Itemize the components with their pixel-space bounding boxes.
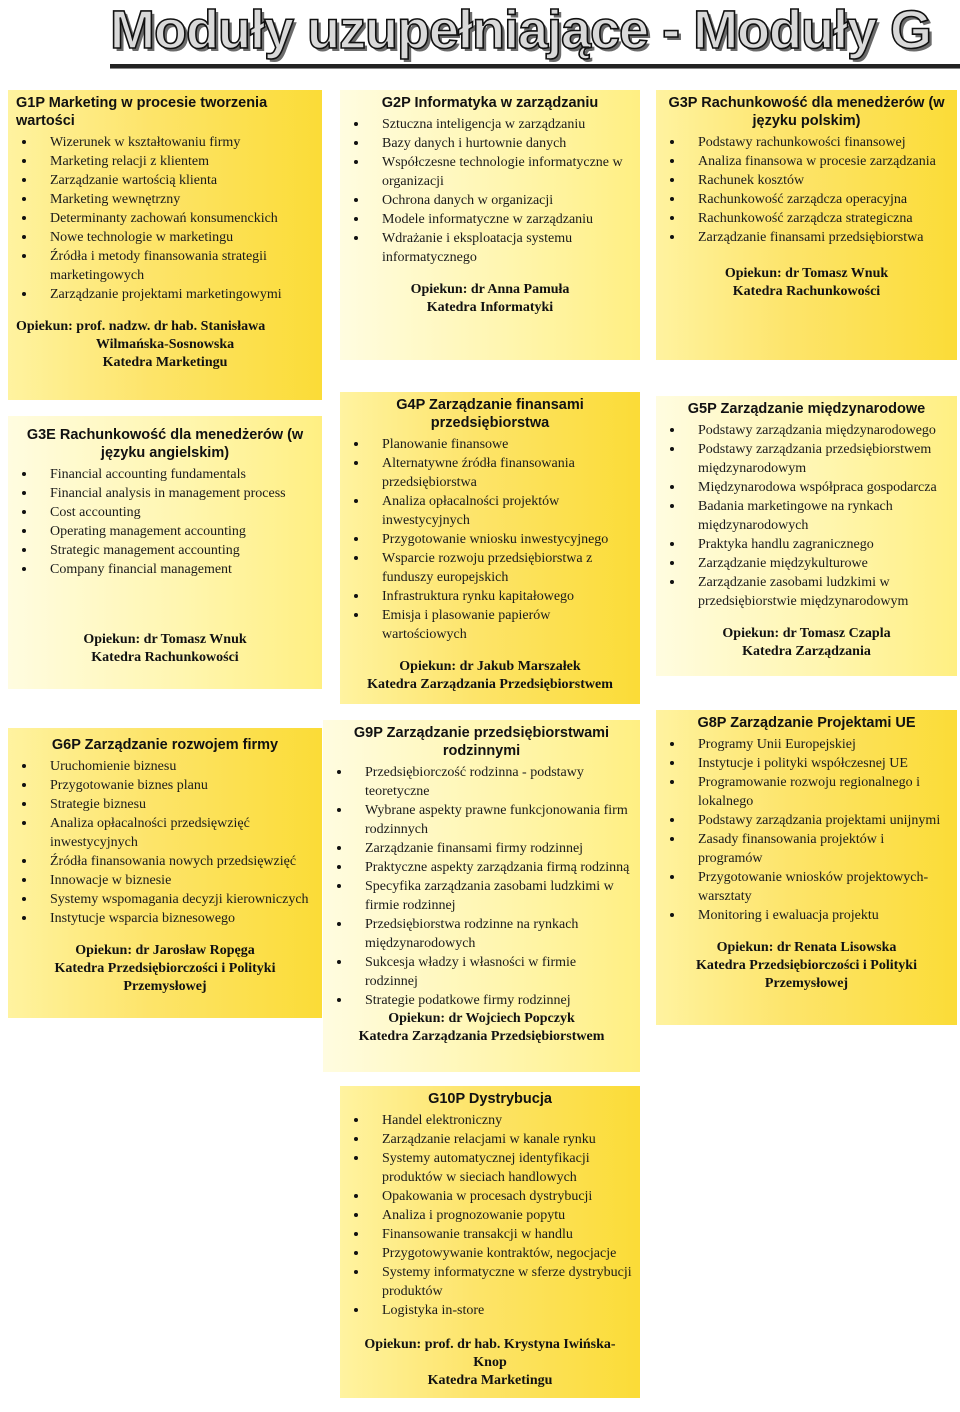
topic-item: Praktyka handlu zagranicznego	[664, 535, 949, 554]
module-heading: G4P Zarządzanie finansami przedsiębiorstwa	[396, 397, 584, 431]
supervisor-name: Opiekun: dr Anna Pamuła	[410, 282, 570, 297]
topic-item: Przygotowanie biznes planu	[16, 776, 314, 795]
topic-item: Strategie biznesu	[16, 795, 314, 814]
topic-item: Company financial management	[16, 560, 314, 579]
supervisor-name: Opiekun: dr Jarosław Ropęga	[75, 943, 255, 958]
department-name: Katedra Informatyki	[426, 300, 554, 315]
module-g6p	[8, 728, 322, 1018]
topic-item: Podstawy rachunkowości finansowej	[664, 133, 949, 152]
supervisor-name: Opiekun: dr Tomasz Wnuk	[724, 266, 889, 281]
topic-item: Infrastruktura rynku kapitałowego	[348, 587, 632, 606]
module-g9p	[323, 720, 640, 1072]
topic-item: Operating management accounting	[16, 522, 314, 541]
topic-item: Przygotowywanie kontraktów, negocjacje	[348, 1244, 632, 1263]
topic-item: Handel elektroniczny	[348, 1111, 632, 1130]
topic-list	[664, 421, 949, 611]
module-supervisor	[348, 1336, 632, 1390]
topic-item: Zarządzanie projektami marketingowymi	[16, 285, 314, 304]
supervisor-name: Opiekun: dr Tomasz Czapla	[722, 626, 891, 641]
module-g10p	[340, 1086, 640, 1398]
topic-item: Systemy automatycznej identyfikacji produktów w sieciach handlowych	[348, 1149, 632, 1187]
module-heading: G5P Zarządzanie międzynarodowe	[687, 401, 926, 417]
topic-item: Analiza i prognozowanie popytu	[348, 1206, 632, 1225]
topic-list	[348, 115, 632, 267]
topic-item: Monitoring i ewaluacja projektu	[664, 906, 949, 925]
topic-item: Wybrane aspekty prawne funkcjonowania firm rodzinnych	[331, 801, 632, 839]
topic-item: Zarządzanie finansami firmy rodzinnej	[331, 839, 632, 858]
topic-list	[664, 735, 949, 925]
topic-item: Uruchomienie biznesu	[16, 757, 314, 776]
department-name: Katedra Przedsiębiorczości i Polityki Przemysłowej	[54, 961, 276, 994]
topic-item: Zarządzanie relacjami w kanale rynku	[348, 1130, 632, 1149]
topic-list	[331, 763, 632, 1010]
topic-item: Innowacje w biznesie	[16, 871, 314, 890]
module-heading: G2P Informatyka w zarządzaniu	[381, 95, 599, 111]
department-name: Katedra Zarządzania Przedsiębiorstwem	[358, 1029, 605, 1044]
topic-item: Ochrona danych w organizacji	[348, 191, 632, 210]
topic-item: Financial accounting fundamentals	[16, 465, 314, 484]
topic-item: Opakowania w procesach dystrybucji	[348, 1187, 632, 1206]
topic-item: Przedsiębiorczość rodzinna - podstawy teoretyczne	[331, 763, 632, 801]
module-heading: G9P Zarządzanie przedsiębiorstwami rodzinnymi	[353, 725, 610, 759]
topic-item: Systemy informatyczne w sferze dystrybucji produktów	[348, 1263, 632, 1301]
topic-item: Marketing wewnętrzny	[16, 190, 314, 209]
topic-list	[16, 133, 314, 304]
topic-list	[16, 757, 314, 928]
department-name: Katedra Rachunkowości	[732, 284, 881, 299]
topic-item: Instytucje wsparcia biznesowego	[16, 909, 314, 928]
topic-item: Specyfika zarządzania zasobami ludzkimi w firmie rodzinnej	[331, 877, 632, 915]
topic-item: Emisja i plasowanie papierów wartościowych	[348, 606, 632, 644]
topic-item: Analiza opłacalności przedsięwzięć inwestycyjnych	[16, 814, 314, 852]
department-name: Katedra Przedsiębiorczości i Polityki Przemysłowej	[696, 958, 917, 991]
topic-list	[348, 1111, 632, 1320]
topic-item: Financial analysis in management process	[16, 484, 314, 503]
module-heading: G1P Marketing w procesie tworzenia wartości	[16, 95, 268, 129]
department-name: Katedra Marketingu	[102, 355, 228, 370]
title-underline	[110, 64, 960, 69]
module-supervisor	[664, 625, 949, 661]
topic-item: Modele informatyczne w zarządzaniu	[348, 210, 632, 229]
topic-item: Planowanie finansowe	[348, 435, 632, 454]
topic-item: Wsparcie rozwoju przedsiębiorstwa z funduszy europejskich	[348, 549, 632, 587]
module-g3p	[656, 90, 957, 360]
topic-item: Badania marketingowe na rynkach międzynarodowych	[664, 497, 949, 535]
module-heading: G6P Zarządzanie rozwojem firmy	[51, 737, 279, 753]
module-g4p	[340, 392, 640, 704]
module-g2p	[340, 90, 640, 360]
topic-item: Nowe technologie w marketingu	[16, 228, 314, 247]
topic-item: Determinanty zachowań konsumenckich	[16, 209, 314, 228]
department-name: Katedra Zarządzania Przedsiębiorstwem	[367, 677, 613, 692]
topic-list	[664, 133, 949, 247]
supervisor-name: Opiekun: dr Tomasz Wnuk	[83, 632, 247, 647]
topic-item: Zasady finansowania projektów i programów	[664, 830, 949, 868]
topic-item: Rachunkowość zarządcza operacyjna	[664, 190, 949, 209]
topic-item: Wdrażanie i eksploatacja systemu informatycznego	[348, 229, 632, 267]
module-supervisor	[664, 265, 949, 301]
department-name: Katedra Rachunkowości	[91, 650, 239, 665]
module-g3e	[8, 416, 322, 689]
supervisor-name: Opiekun: prof. nadzw. dr hab. Stanisława	[16, 319, 266, 334]
supervisor-name: Opiekun: dr Jakub Marszałek	[399, 659, 581, 674]
topic-item: Przygotowanie wniosku inwestycyjnego	[348, 530, 632, 549]
topic-item: Podstawy zarządzania międzynarodowego	[664, 421, 949, 440]
topic-item: Praktyczne aspekty zarządzania firmą rodzinną	[331, 858, 632, 877]
topic-item: Instytucje i polityki współczesnej UE	[664, 754, 949, 773]
topic-item: Przedsiębiorstwa rodzinne na rynkach międzynarodowych	[331, 915, 632, 953]
topic-item: Marketing relacji z klientem	[16, 152, 314, 171]
module-supervisor	[664, 939, 949, 993]
topic-item: Sztuczna inteligencja w zarządzaniu	[348, 115, 632, 134]
supervisor-name: Opiekun: dr Renata Lisowska	[716, 940, 897, 955]
module-supervisor	[331, 1010, 632, 1046]
topic-item: Programowanie rozwoju regionalnego i lokalnego	[664, 773, 949, 811]
department-name: Katedra Marketingu	[427, 1373, 553, 1388]
module-supervisor	[16, 631, 314, 667]
topic-item: Źródła i metody finansowania strategii marketingowych	[16, 247, 314, 285]
supervisor-name: Opiekun: prof. dr hab. Krystyna Iwińska-Knop	[364, 1337, 616, 1370]
department-name: Katedra Zarządzania	[742, 644, 871, 659]
module-heading: G8P Zarządzanie Projektami UE	[697, 715, 916, 731]
module-g8p	[656, 710, 957, 1025]
module-supervisor	[16, 942, 314, 996]
module-supervisor	[348, 281, 632, 317]
topic-item: Finansowanie transakcji w handlu	[348, 1225, 632, 1244]
topic-item: Sukcesja władzy i własności w firmie rodzinnej	[331, 953, 632, 991]
module-g5p	[656, 396, 957, 676]
topic-item: Podstawy zarządzania projektami unijnymi	[664, 811, 949, 830]
module-supervisor	[348, 658, 632, 694]
topic-item: Strategic management accounting	[16, 541, 314, 560]
topic-item: Rachunkowość zarządcza strategiczna	[664, 209, 949, 228]
topic-item: Zarządzanie finansami przedsiębiorstwa	[664, 228, 949, 247]
topic-item: Wizerunek w kształtowaniu firmy	[16, 133, 314, 152]
module-heading: G10P Dystrybucja	[428, 1091, 552, 1107]
topic-item: Logistyka in-store	[348, 1301, 632, 1320]
topic-list	[348, 435, 632, 644]
topic-item: Podstawy zarządzania przedsiębiorstwem międzynarodowym	[664, 440, 949, 478]
topic-item: Zarządzanie zasobami ludzkimi w przedsiębiorstwie międzynarodowym	[664, 573, 949, 611]
topic-item: Cost accounting	[16, 503, 314, 522]
supervisor-name-cont: Wilmańska-Sosnowska	[95, 337, 235, 352]
topic-item: Bazy danych i hurtownie danych	[348, 134, 632, 153]
topic-item: Strategie podatkowe firmy rodzinnej	[331, 991, 632, 1010]
topic-item: Zarządzanie międzykulturowe	[664, 554, 949, 573]
topic-item: Współczesne technologie informatyczne w organizacji	[348, 153, 632, 191]
topic-item: Przygotowanie wniosków projektowych-warsztaty	[664, 868, 949, 906]
topic-item: Systemy wspomagania decyzji kierowniczych	[16, 890, 314, 909]
supervisor-name: Opiekun: dr Wojciech Popczyk	[388, 1011, 575, 1026]
topic-item: Analiza finansowa w procesie zarządzania	[664, 152, 949, 171]
module-supervisor	[16, 318, 314, 372]
page-title: Moduły uzupełniające - Moduły G	[110, 0, 932, 60]
topic-item: Analiza opłacalności projektów inwestycyjnych	[348, 492, 632, 530]
topic-item: Rachunek kosztów	[664, 171, 949, 190]
module-heading: G3P Rachunkowość dla menedżerów (w języku polskim)	[668, 95, 945, 129]
topic-list	[16, 465, 314, 579]
topic-item: Źródła finansowania nowych przedsięwzięć	[16, 852, 314, 871]
topic-item: Międzynarodowa współpraca gospodarcza	[664, 478, 949, 497]
module-heading: G3E Rachunkowość dla menedżerów (w języku angielskim)	[26, 427, 304, 461]
topic-item: Zarządzanie wartością klienta	[16, 171, 314, 190]
topic-item: Programy Unii Europejskiej	[664, 735, 949, 754]
module-g1p	[8, 90, 322, 400]
topic-item: Alternatywne źródła finansowania przedsiębiorstwa	[348, 454, 632, 492]
